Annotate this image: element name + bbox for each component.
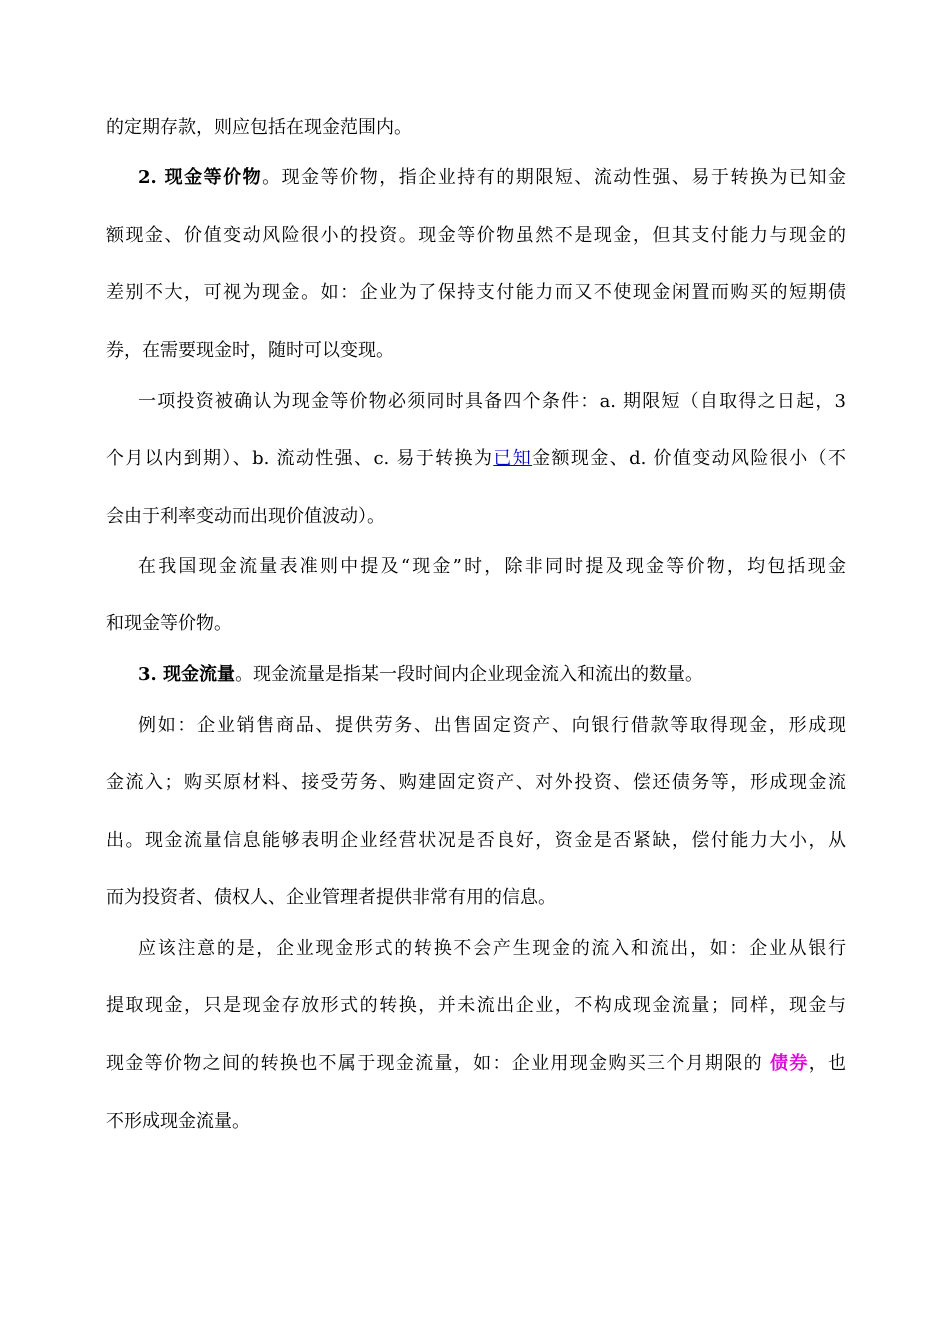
text: 现金等价物之间的转换也不属于现金流量，如：企业用现金购买三个月期限的 <box>106 1053 771 1074</box>
text: 出。现金流量信息能够表明企业经营状况是否良好，资金是否紧缺，偿付能力大小，从 <box>106 830 846 851</box>
paragraph-line <box>106 281 846 305</box>
text: 一项投资被确认为现金等价物必须同时具备四个条件：a. 期限短（自取得之日起，3 <box>138 391 846 412</box>
text: 。现金等价物，指企业持有的期限短、流动性强、易于转换为已知金 <box>262 167 846 188</box>
paragraph-line <box>106 771 846 795</box>
text: 差别不大，可视为现金。如：企业为了保持支付能力而又不使现金闲置而购买的短期债 <box>106 282 846 303</box>
paragraph-line <box>106 224 846 248</box>
text: 在我国现金流量表准则中提及“现金”时，除非同时提及现金等价物，均包括现金 <box>138 556 846 577</box>
paragraph-line <box>106 1110 846 1134</box>
section-heading: 3. 现金流量 <box>138 664 236 685</box>
text: 券，在需要现金时，随时可以变现。 <box>106 340 394 361</box>
paragraph-line <box>106 339 846 363</box>
text: 而为投资者、债权人、企业管理者提供非常有用的信息。 <box>106 887 556 908</box>
paragraph-line <box>106 886 846 910</box>
text: 提取现金，只是现金存放形式的转换，并未流出企业，不构成现金流量；同样，现金与 <box>106 995 846 1016</box>
paragraph-line <box>138 937 846 961</box>
paragraph-line <box>138 714 846 738</box>
text: 金流入；购买原材料、接受劳务、购建固定资产、对外投资、偿还债务等，形成现金流 <box>106 772 846 793</box>
text: 不形成现金流量。 <box>106 1111 250 1132</box>
paragraph-line <box>138 555 846 579</box>
text: 会由于利率变动而出现价值波动）。 <box>106 506 385 527</box>
text: 例如：企业销售商品、提供劳务、出售固定资产、向银行借款等取得现金，形成现 <box>138 715 846 736</box>
text: 。现金流量是指某一段时间内企业现金流入和流出的数量。 <box>235 664 704 685</box>
section-heading: 2. 现金等价物 <box>138 167 263 188</box>
section-heading-line <box>138 166 846 190</box>
paragraph-line <box>106 505 846 529</box>
text: ，也 <box>808 1053 847 1074</box>
paragraph-line <box>106 612 846 636</box>
text: 的定期存款，则应包括在现金范围内。 <box>106 117 412 138</box>
text: 额现金、价值变动风险很小的投资。现金等价物虽然不是现金，但其支付能力与现金的 <box>106 225 846 246</box>
text: 个月以内到期）、b. 流动性强、c. 易于转换为 <box>106 448 494 469</box>
paragraph-line <box>106 1052 846 1076</box>
highlighted-term: 债券 <box>770 1053 809 1074</box>
text: 和现金等价物。 <box>106 613 232 634</box>
paragraph-line <box>106 829 846 853</box>
paragraph-line <box>106 994 846 1018</box>
paragraph-line <box>106 116 846 140</box>
text: 金额现金、d. 价值变动风险很小（不 <box>532 448 846 469</box>
paragraph-line <box>106 447 846 471</box>
paragraph-line <box>138 390 846 414</box>
known-link[interactable]: 已知 <box>493 448 533 469</box>
section-heading-line <box>138 663 846 687</box>
text: 应该注意的是，企业现金形式的转换不会产生现金的流入和流出，如：企业从银行 <box>138 938 846 959</box>
